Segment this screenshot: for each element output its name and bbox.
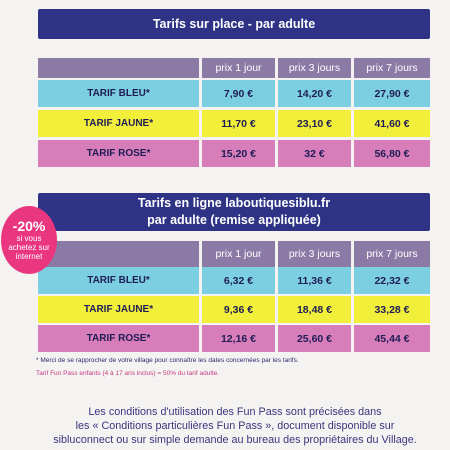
asterisk-note: * Merci de se rapprocher de votre village pour connaître les dates concernées par les tarifs.	[36, 357, 299, 364]
section2-title-bar	[38, 193, 430, 231]
discount-percent: -20%	[12, 218, 46, 234]
price-cell: 27,90 €	[354, 80, 430, 107]
price-cell: 33,28 €	[354, 296, 430, 323]
section1-col-1jour: prix 1 jour	[202, 58, 275, 78]
price-cell: 41,60 €	[354, 110, 430, 137]
price-cell: 23,10 €	[278, 110, 351, 137]
section2-row-rose	[38, 325, 430, 352]
section2-col-1jour: prix 1 jour	[202, 241, 275, 267]
row-label: TARIF JAUNE*	[38, 296, 199, 323]
row-label: TARIF JAUNE*	[38, 110, 199, 137]
row-label: TARIF ROSE*	[38, 325, 199, 352]
row-label: TARIF BLEU*	[38, 80, 199, 107]
footer-conditions	[40, 405, 430, 447]
discount-text-line1: si vous	[16, 234, 42, 243]
discount-badge	[1, 206, 57, 274]
children-note: Tarif Fun Pass enfants (4 à 17 ans inclus) = 50% du tarif adulte.	[36, 370, 220, 377]
section1-row-bleu	[38, 80, 430, 107]
section2-header-spacer	[38, 241, 199, 267]
section1-column-header-row	[38, 58, 430, 78]
section1-row-jaune	[38, 110, 430, 137]
price-cell: 45,44 €	[354, 325, 430, 352]
price-cell: 25,60 €	[278, 325, 351, 352]
row-label: TARIF ROSE*	[38, 140, 199, 167]
price-cell: 32 €	[278, 140, 351, 167]
section1-title: Tarifs sur place - par adulte	[152, 16, 316, 31]
price-cell: 7,90 €	[202, 80, 275, 107]
discount-text-line3: internet	[15, 252, 43, 261]
price-cell: 15,20 €	[202, 140, 275, 167]
discount-text-line2: achetez sur	[8, 243, 50, 252]
price-cell: 18,48 €	[278, 296, 351, 323]
section2-row-bleu	[38, 267, 430, 294]
section1-row-rose	[38, 140, 430, 167]
footer-line2: les « Conditions particulières Fun Pass », document disponible sur	[75, 420, 395, 432]
price-cell: 6,32 €	[202, 267, 275, 294]
section1-col-3jours: prix 3 jours	[278, 58, 351, 78]
section2-col-7jours: prix 7 jours	[354, 241, 430, 267]
section2-title-line1: Tarifs en ligne laboutiquesiblu.fr	[137, 196, 331, 210]
price-cell: 12,16 €	[202, 325, 275, 352]
price-cell: 56,80 €	[354, 140, 430, 167]
row-label: TARIF BLEU*	[38, 267, 199, 294]
price-cell: 11,36 €	[278, 267, 351, 294]
section2-col-3jours: prix 3 jours	[278, 241, 351, 267]
footer-line3: sibluconnect ou sur simple demande au bureau des propriétaires du Village.	[53, 434, 417, 446]
footer-line1: Les conditions d'utilisation des Fun Pass sont précisées dans	[88, 406, 382, 418]
section1-header-spacer	[38, 58, 199, 78]
price-cell: 14,20 €	[278, 80, 351, 107]
section2-column-header-row	[38, 241, 430, 267]
section2-row-jaune	[38, 296, 430, 323]
section1-title-bar	[38, 9, 430, 39]
price-cell: 9,36 €	[202, 296, 275, 323]
section1-col-7jours: prix 7 jours	[354, 58, 430, 78]
price-cell: 22,32 €	[354, 267, 430, 294]
price-cell: 11,70 €	[202, 110, 275, 137]
section2-title-line2: par adulte (remise appliquée)	[147, 213, 321, 227]
